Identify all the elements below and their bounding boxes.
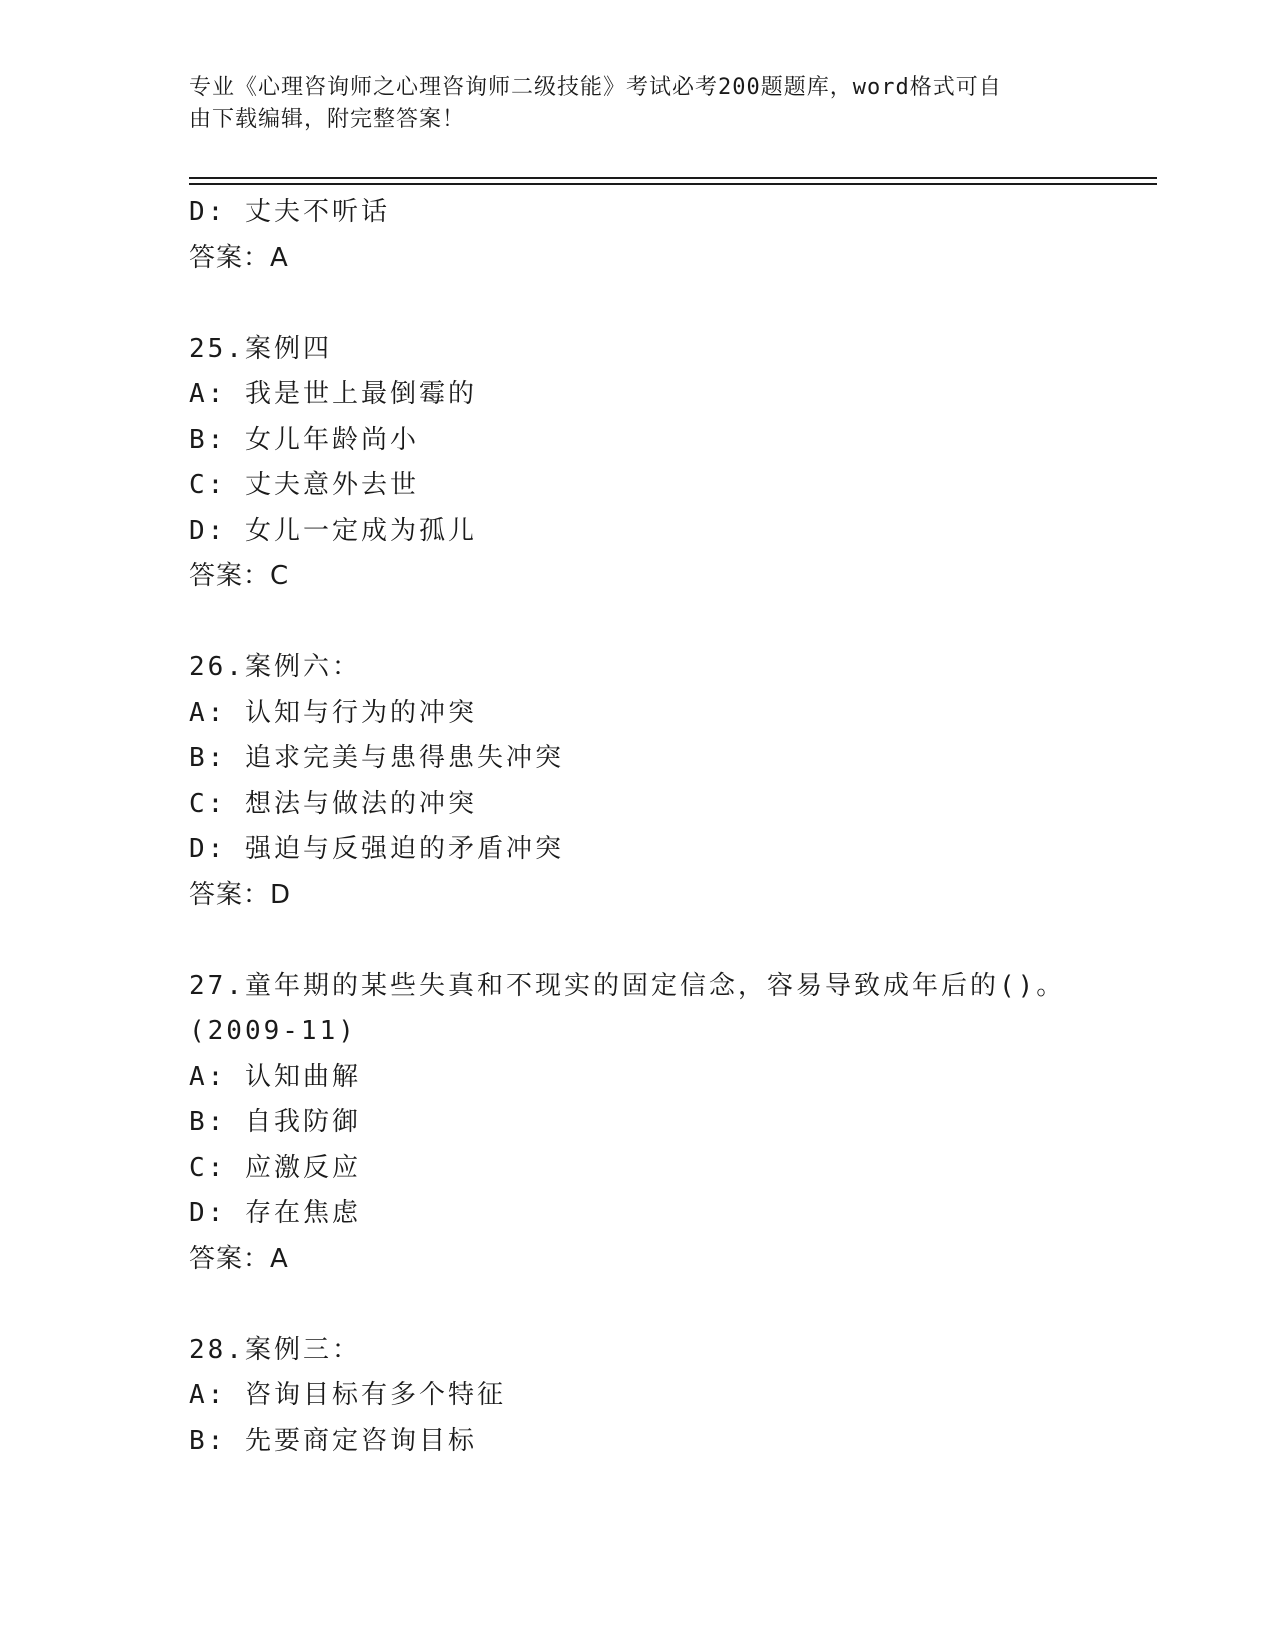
option-line: C: 想法与做法的冲突 bbox=[189, 788, 477, 819]
block-spacer bbox=[189, 600, 1189, 646]
answer-line: 答案：D bbox=[189, 879, 292, 910]
document-header bbox=[189, 72, 1089, 136]
question-block bbox=[189, 1328, 1189, 1465]
answer-line: 答案：A bbox=[189, 242, 289, 273]
option-line: D: 强迫与反强迫的矛盾冲突 bbox=[189, 834, 564, 864]
question-line: 25.案例四 bbox=[189, 333, 332, 364]
question-line: 28.案例三： bbox=[189, 1334, 361, 1365]
block-spacer bbox=[189, 281, 1189, 327]
header-line-2: 由下载编辑，附完整答案！ bbox=[189, 107, 466, 132]
option-line: D: 丈夫不听话 bbox=[189, 197, 390, 227]
header-rule-bottom bbox=[189, 183, 1157, 185]
option-line: D: 存在焦虑 bbox=[189, 1198, 361, 1228]
question-block bbox=[189, 190, 1189, 281]
answer-line: 答案：C bbox=[189, 561, 290, 591]
option-line: A: 认知曲解 bbox=[189, 1061, 361, 1092]
header-rule-top bbox=[189, 177, 1157, 179]
option-line: B: 女儿年龄尚小 bbox=[189, 424, 419, 455]
question-block bbox=[189, 327, 1189, 600]
option-line: C: 应激反应 bbox=[189, 1152, 361, 1183]
option-line: B: 自我防御 bbox=[189, 1107, 361, 1137]
question-line: 27.童年期的某些失真和不现实的固定信念，容易导致成年后的()。 bbox=[189, 970, 1066, 1001]
question-line-continued: (2009-11) bbox=[189, 1016, 357, 1046]
option-line: A: 认知与行为的冲突 bbox=[189, 697, 477, 728]
question-line: 26.案例六： bbox=[189, 652, 361, 682]
block-spacer bbox=[189, 1282, 1189, 1328]
header-line-1: 专业《心理咨询师之心理咨询师二级技能》考试必考200题题库，word格式可自 bbox=[189, 75, 1002, 100]
option-line: A: 我是世上最倒霉的 bbox=[189, 379, 477, 409]
option-line: D: 女儿一定成为孤儿 bbox=[189, 515, 477, 546]
block-spacer bbox=[189, 918, 1189, 964]
question-block bbox=[189, 964, 1189, 1283]
option-line: C: 丈夫意外去世 bbox=[189, 470, 419, 500]
question-list bbox=[189, 190, 1189, 1464]
answer-line: 答案：A bbox=[189, 1243, 289, 1274]
option-line: A: 咨询目标有多个特征 bbox=[189, 1380, 506, 1410]
option-line: B: 先要商定咨询目标 bbox=[189, 1425, 477, 1456]
question-block bbox=[189, 645, 1189, 918]
option-line: B: 追求完美与患得患失冲突 bbox=[189, 743, 564, 773]
